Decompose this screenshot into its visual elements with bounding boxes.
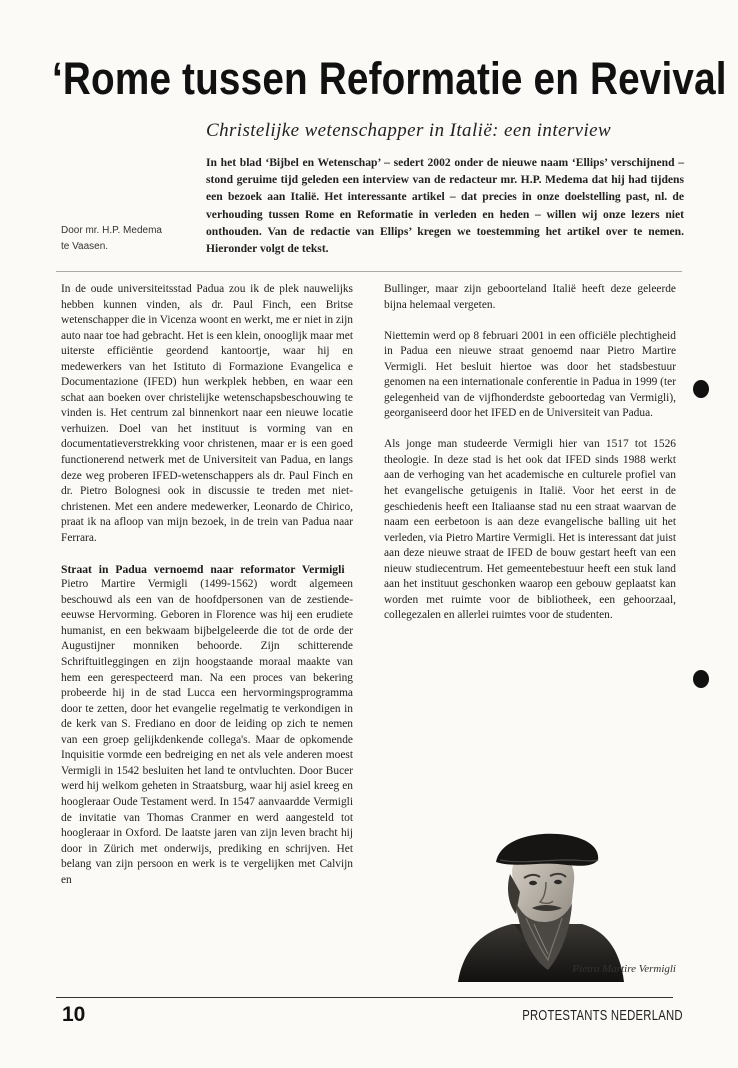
section-heading: Straat in Padua vernoemd naar reformator Vermigli: [61, 562, 345, 576]
article-title: ‘Rome tussen Reformatie en Revival: [52, 53, 727, 104]
byline-place: te Vaasen.: [61, 241, 109, 252]
punch-hole-icon: [693, 670, 709, 688]
body-paragraph: Niettemin werd op 8 februari 2001 in een officiële plechtigheid in Padua een nieuwe straat genoemd naar Pietro Martire Vermigli. Het besluit hiertoe was door het stadsbestuur genomen na een internationale conferentie in Padua in 1999 (ter gelegenheid van de vijfhonderdste geboortedag van Vermigli), georganiseerd door het IFED en de Universiteit van Padua.: [384, 329, 676, 420]
body-paragraph: Als jonge man studeerde Vermigli hier van 1517 tot 1526 theologie. In deze stad is het ook dat IFED sinds 1988 werkt aan de verhoging van het academische en culturele profiel van het evangelische getuigenis in Italië. Voor het eerst in de geschiedenis heeft een Italiaanse stad nu een straat waarvan de naam een eerbetoon is aan deze evangelische balling uit het verleden, via Pietro Martire Vermigli. Het is interessant dat juist aan deze nieuwe straat de IFED de bouw gestart heeft van een nieuw studiecentrum. Het gemeentebestuur heeft een stuk land aan het instituut geschonken waarop een gebouw geplaatst kan worden met ruimte voor de bibliotheek, een gehoorzaal, collegezalen en allerlei ruimtes voor de studenten.: [384, 438, 676, 622]
right-column: [384, 282, 676, 639]
author-byline: [61, 223, 191, 255]
page-number: 10: [62, 1003, 86, 1026]
byline-author: Door mr. H.P. Medema: [61, 225, 162, 236]
article-subtitle: Christelijke wetenschapper in Italië: een interview: [206, 120, 612, 141]
publication-name: PROTESTANTS NEDERLAND: [522, 1008, 683, 1024]
footer-divider: [56, 997, 673, 998]
punch-hole-icon: [693, 380, 709, 398]
body-paragraph: In de oude universiteitsstad Padua zou ik de plek nauwelijks hebben kunnen vinden, als dr. Paul Finch, een Britse wetenschapper die in Vicenza woont en werkt, me er niet in zijn auto naar toe had gebracht. Het is een klein, onooglijk maar met uiterste efficiëntie geordend kantoortje, waar hij en medewerkers van het Istituto di Formazione Evangelica e Documentazione (IFED) hun werkplek hebben, en waar een schat aan boeken over christelijke wetenschapsbeschouwing te vinden is. Het centrum zal binnenkort naar een nieuwe locatie verhuizen. Doel van het instituut is vorming van en documentatieverstrekking voor christenen, maar er is een goed functionerend netwerk met de Universiteit van Padua, en langs deze weg proberen IFED-wetenschappers als dr. Paul Finch en dr. Pietro Bolognesi ook in discussie te treden met niet-christenen. Met een andere medewerker, Leonardo de Chirico, praat ik na afloop van mijn bezoek, in de trein van Padua naar Ferrara.: [61, 283, 353, 544]
left-column: [61, 282, 353, 904]
header-divider: [56, 271, 682, 272]
portrait-illustration: [454, 832, 628, 982]
body-paragraph: Pietro Martire Vermigli (1499-1562) wordt algemeen beschouwd als een van de hoofdpersonen van de zestiende-eeuwse Hervorming. Geboren in Florence was hij een erudiete humanist, en een bekwaam bijbelgeleerde die tot de orde der Augustijner monniken behoorde. Zijn schitterende Schriftuitleggingen en zijn hoogstaande moraal maakte van hem een gerespecteerd man. Na een proces van bekering probeerde hij in de stad Lucca een hervormingsprogramma door te zetten, door het evangelie regelmatig te verkondigen in de kerk van S. Frediano en door de leiding op zich te nemen van een groep gelijkdenkende collega's. Maar de opkomende Inquisitie vormde een bedreiging en net als vele anderen moest Vermigli in 1542 besluiten het land te ontvluchten. Door Bucer werd hij welkom geheten in Straatsburg, waar hij asiel kreeg en hoogleraar Oude Testament werd. In 1547 aanvaardde Vermigli de invitatie van Thomas Cranmer en werd aangesteld tot hoogleraar in Oxford. De laatste jaren van zijn leven bracht hij door in Zürich met onderwijs, prediking en schrijven. Het belang van zijn persoon en werk is te vergelijken met Calvijn en: [61, 578, 353, 886]
figure-caption: Pietro Martire Vermigli: [572, 963, 676, 975]
article-intro: In het blad ‘Bijbel en Wetenschap’ – sedert 2002 onder de nieuwe naam ‘Ellips’ verschijnend – stond geruime tijd geleden een interview van de redacteur mr. H.P. Medema dat hij had tijdens een bezoek aan Italië. Het interessante artikel – dat precies in onze doelstelling past, nl. de verhouding tussen Rome en Reformatie in verleden en heden – willen wij onze lezers niet onthouden. Van de redactie van Ellips’ kregen we toestemming het artikel over te nemen. Hieronder volgt de tekst.: [206, 156, 684, 256]
body-paragraph: Bullinger, maar zijn geboorteland Italië heeft deze geleerde bijna helemaal vergeten.: [384, 283, 676, 311]
